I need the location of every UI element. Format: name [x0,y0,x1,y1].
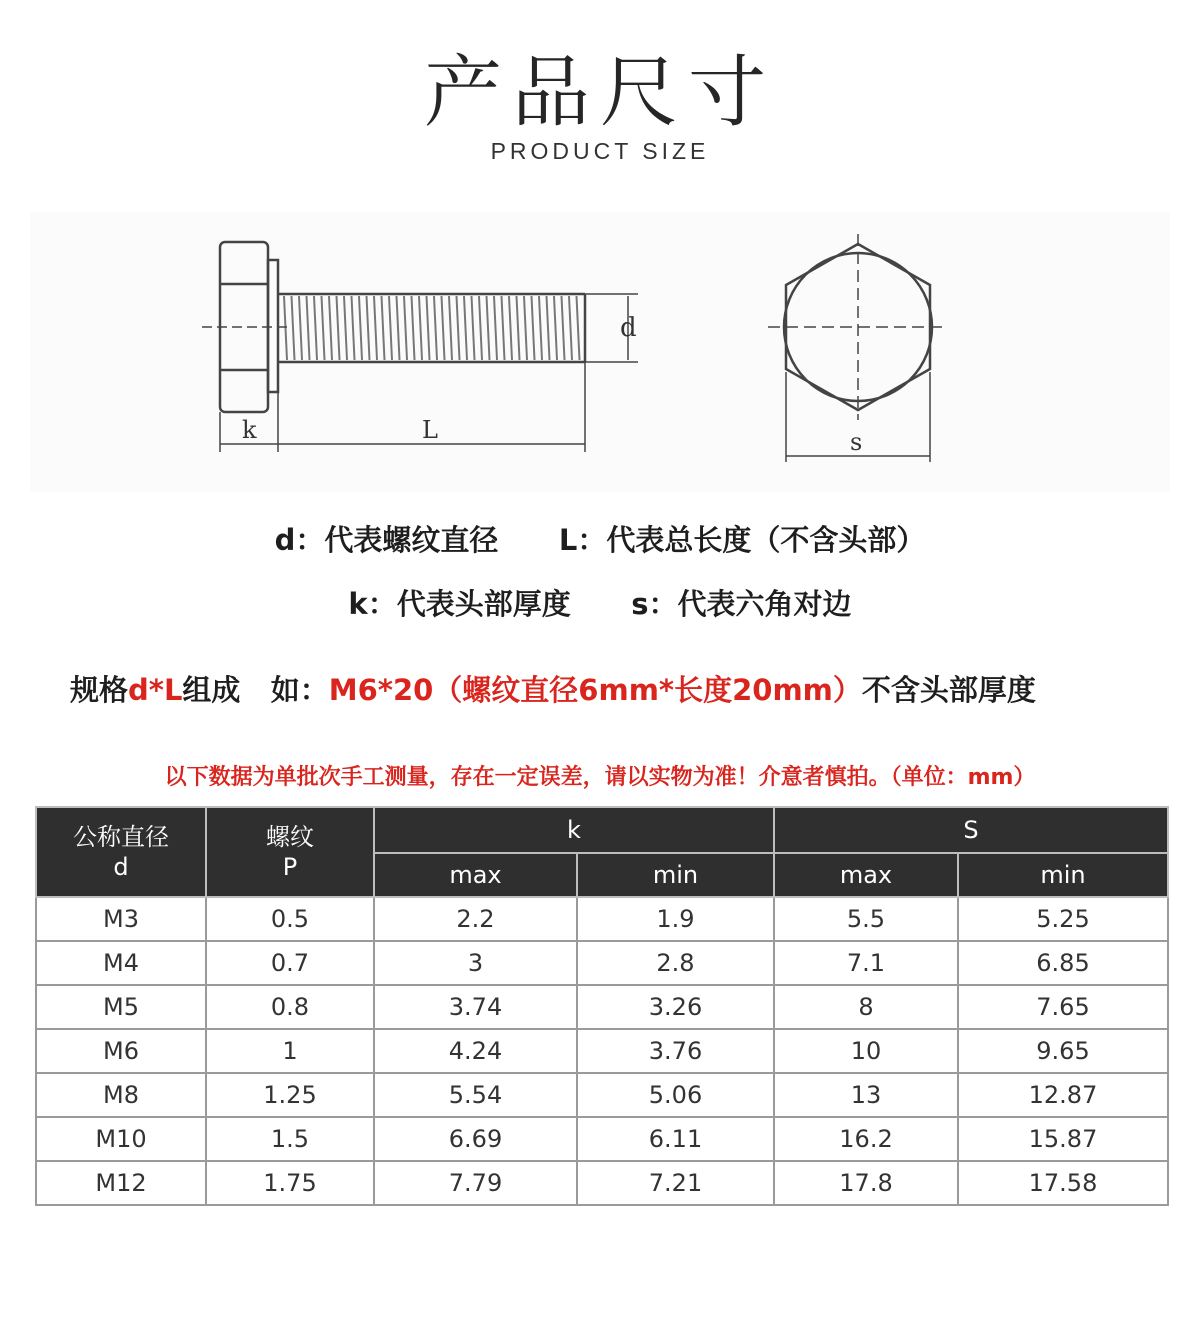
header-k: k [374,807,774,853]
cell-k-min: 6.11 [577,1117,774,1161]
legend-d: d：代表螺纹直径 [274,523,499,557]
cell-p: 0.5 [206,897,374,941]
cell-k-min: 1.9 [577,897,774,941]
legend-line-2 [0,582,1200,623]
spec-example-note: 不含头部厚度 [861,673,1036,707]
cell-k-min: 3.76 [577,1029,774,1073]
table-row [36,1029,1168,1073]
cell-s-min: 17.58 [958,1161,1168,1205]
legend-s: s：代表六角对边 [631,587,852,621]
cell-p: 1.75 [206,1161,374,1205]
table-row [36,897,1168,941]
cell-s-min: 6.85 [958,941,1168,985]
spec-description [70,668,1036,709]
label-d: d [620,313,637,343]
size-table [35,806,1169,1206]
cell-s-min: 9.65 [958,1029,1168,1073]
cell-s-min: 15.87 [958,1117,1168,1161]
cell-s-min: 12.87 [958,1073,1168,1117]
cell-d: M6 [36,1029,206,1073]
cell-s-max: 16.2 [774,1117,958,1161]
cell-s-max: 10 [774,1029,958,1073]
page-title: 产品尺寸 [423,48,776,138]
cell-k-max: 4.24 [374,1029,577,1073]
header-pitch-label: 螺纹 [266,823,314,851]
cell-d: M12 [36,1161,206,1205]
table-row [36,1117,1168,1161]
measurement-note: 以下数据为单批次手工测量，存在一定误差，请以实物为准！介意者慎拍。（单位：mm） [164,765,1036,790]
header-nominal-diameter-label: 公称直径 [73,823,169,851]
cell-p: 0.8 [206,985,374,1029]
cell-p: 1 [206,1029,374,1073]
header-nominal-diameter [36,807,206,897]
spec-suffix: 组成 [182,673,241,707]
bolt-diagram [30,212,1170,492]
cell-s-max: 5.5 [774,897,958,941]
header-s-min: min [958,853,1168,897]
cell-p: 1.5 [206,1117,374,1161]
cell-d: M10 [36,1117,206,1161]
header-nominal-diameter-symbol: d [113,853,129,881]
spec-example: M6*20（螺纹直径6mm*长度20mm） [328,673,862,707]
cell-s-max: 8 [774,985,958,1029]
header-k-max: max [374,853,577,897]
page-subtitle: PRODUCT SIZE [490,138,710,164]
header-k-min: min [577,853,774,897]
cell-s-min: 5.25 [958,897,1168,941]
header-s-max: max [774,853,958,897]
cell-s-max: 17.8 [774,1161,958,1205]
cell-k-max: 3 [374,941,577,985]
table-row [36,941,1168,985]
label-k: k [242,416,257,444]
cell-d: M5 [36,985,206,1029]
header-pitch [206,807,374,897]
cell-s-max: 13 [774,1073,958,1117]
cell-k-min: 2.8 [577,941,774,985]
header-s: S [774,807,1168,853]
cell-k-max: 3.74 [374,985,577,1029]
cell-p: 0.7 [206,941,374,985]
cell-s-max: 7.1 [774,941,958,985]
spec-prefix: 规格 [70,673,129,707]
cell-d: M8 [36,1073,206,1117]
legend-line-1 [0,518,1200,559]
cell-k-min: 5.06 [577,1073,774,1117]
cell-k-min: 7.21 [577,1161,774,1205]
cell-k-max: 6.69 [374,1117,577,1161]
spec-example-label: 如： [270,673,329,707]
cell-k-max: 7.79 [374,1161,577,1205]
cell-d: M3 [36,897,206,941]
cell-p: 1.25 [206,1073,374,1117]
legend-L: L：代表总长度（不含头部） [558,523,926,557]
cell-k-max: 2.2 [374,897,577,941]
table-row [36,1161,1168,1205]
legend-k: k：代表头部厚度 [348,587,571,621]
cell-d: M4 [36,941,206,985]
header-pitch-symbol: P [282,853,298,881]
bolt-side-view [202,242,638,452]
bolt-drawing [30,212,1170,492]
table-row [36,985,1168,1029]
table-row [36,1073,1168,1117]
cell-s-min: 7.65 [958,985,1168,1029]
label-L: L [422,416,438,444]
cell-k-min: 3.26 [577,985,774,1029]
label-s: s [850,428,863,456]
cell-k-max: 5.54 [374,1073,577,1117]
spec-formula: d*L [128,673,183,707]
